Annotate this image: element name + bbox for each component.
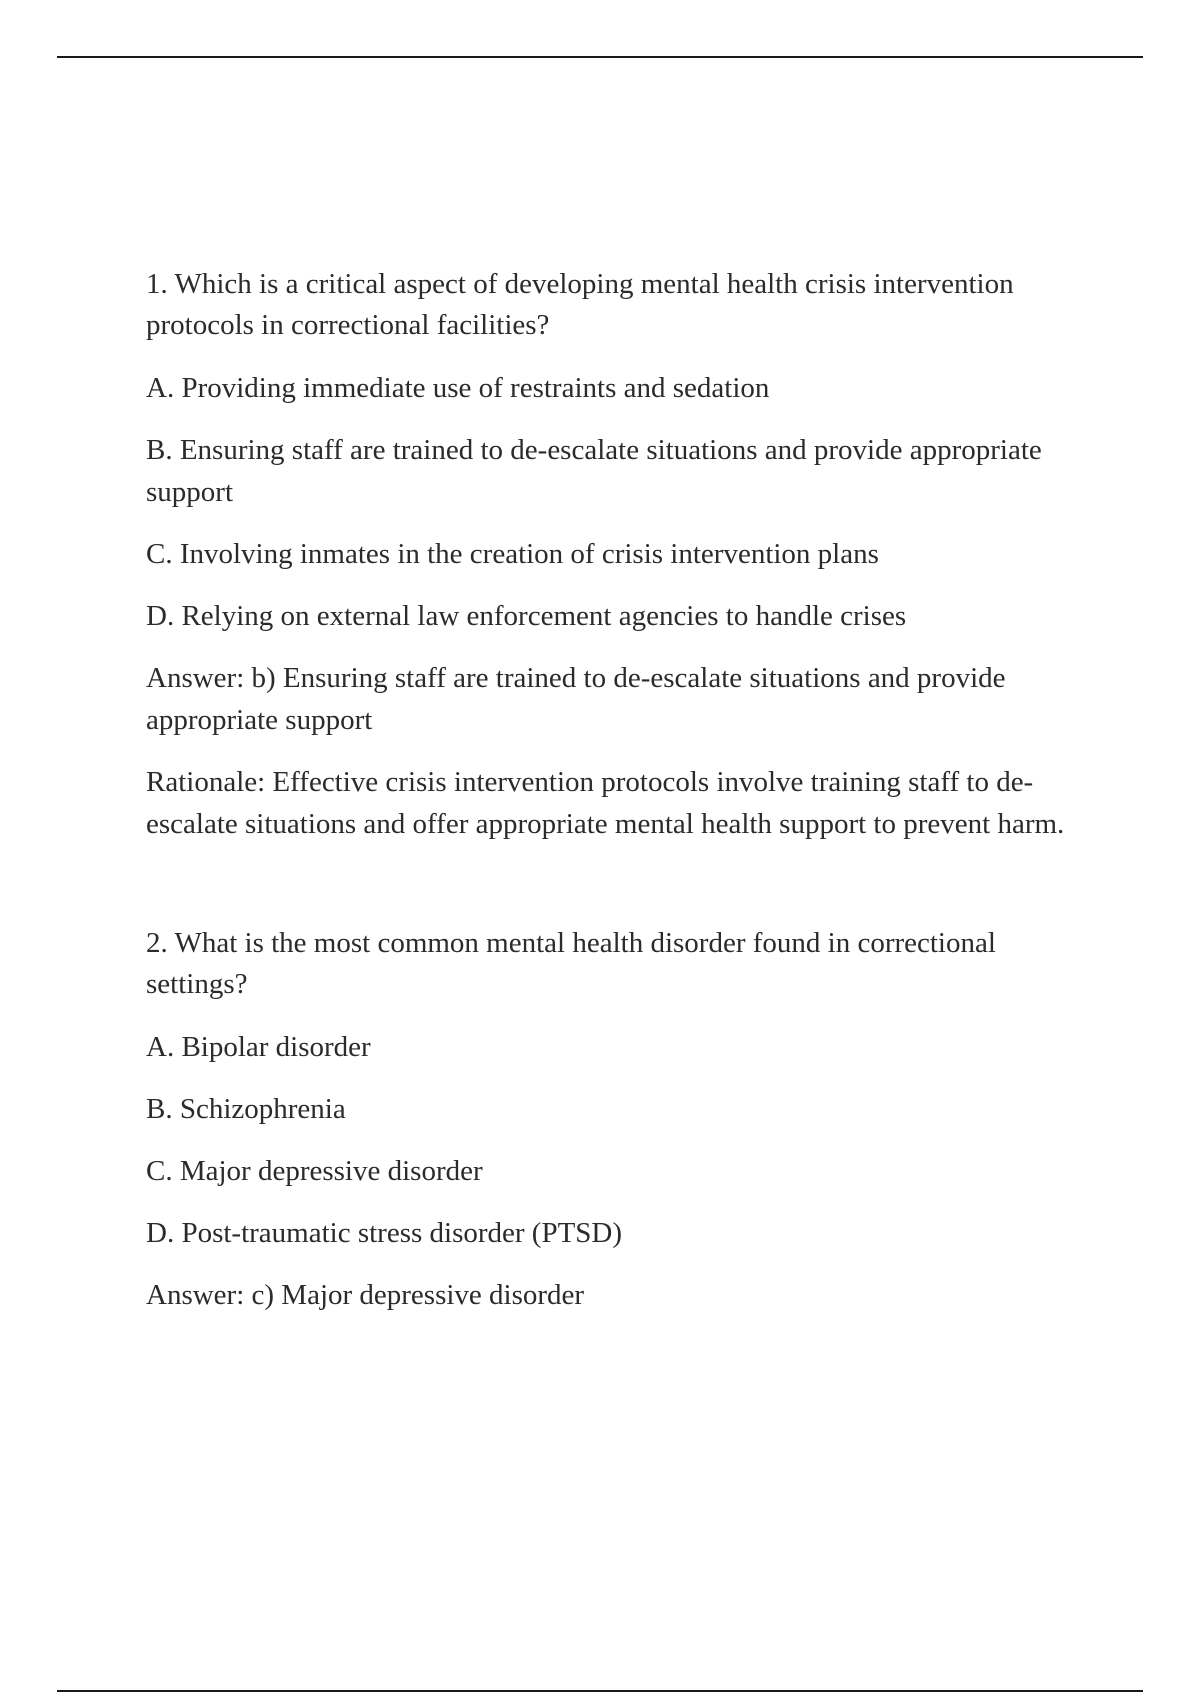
top-rule	[57, 56, 1143, 58]
bottom-rule	[57, 1690, 1143, 1692]
document-body	[146, 264, 1086, 1336]
option-d: D. Post-traumatic stress disorder (PTSD)	[146, 1217, 623, 1249]
option-b: B. Schizophrenia	[146, 1093, 346, 1125]
option-a: A. Providing immediate use of restraints and sedation	[146, 372, 770, 404]
question-1	[146, 264, 1086, 845]
question-spacer	[146, 865, 1086, 923]
option-c: C. Involving inmates in the creation of crisis intervention plans	[146, 538, 879, 570]
rationale: Rationale: Effective crisis intervention protocols involve training staff to de-escalate situations and offer appropriate mental health support to prevent harm.	[146, 766, 1065, 840]
question-prompt: 1. Which is a critical aspect of developing mental health crisis intervention protocols in correctional facilities?	[146, 268, 1014, 341]
answer: Answer: b) Ensuring staff are trained to de-escalate situations and provide appropriate support	[146, 662, 1006, 736]
option-d: D. Relying on external law enforcement agencies to handle crises	[146, 600, 907, 632]
question-2	[146, 923, 1086, 1316]
option-a: A. Bipolar disorder	[146, 1031, 371, 1063]
option-c: C. Major depressive disorder	[146, 1155, 483, 1187]
question-prompt: 2. What is the most common mental health disorder found in correctional settings?	[146, 927, 996, 1000]
option-b: B. Ensuring staff are trained to de-escalate situations and provide appropriate support	[146, 434, 1042, 508]
answer: Answer: c) Major depressive disorder	[146, 1279, 585, 1311]
